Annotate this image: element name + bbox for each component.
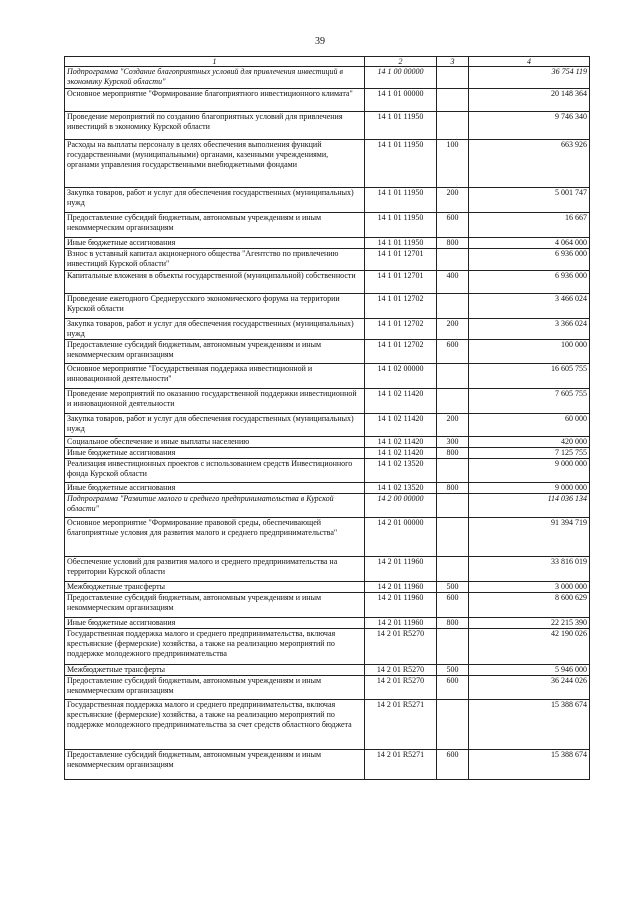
row-code-cell: 14 2 01 R5270 bbox=[365, 676, 437, 700]
row-amount-cell: 8 600 629 bbox=[469, 593, 590, 618]
row-name-cell: Взнос в уставный капитал акционерного общества "Агентство по привлечению инвестиций Курской области" bbox=[65, 249, 365, 271]
row-name-cell: Предоставление субсидий бюджетным, автономным учреждениям и иным некоммерческим организациям bbox=[65, 676, 365, 700]
table-row bbox=[65, 67, 590, 89]
row-code-cell: 14 1 01 12701 bbox=[365, 271, 437, 294]
row-type-cell bbox=[437, 364, 469, 389]
row-amount-cell: 9 000 000 bbox=[469, 459, 590, 483]
row-type-cell bbox=[437, 112, 469, 140]
row-type-cell bbox=[437, 459, 469, 483]
row-amount-cell: 3 466 024 bbox=[469, 294, 590, 319]
row-type-cell bbox=[437, 700, 469, 750]
row-amount-cell: 91 394 719 bbox=[469, 518, 590, 557]
row-code-cell: 14 2 01 R5270 bbox=[365, 629, 437, 665]
row-type-cell: 800 bbox=[437, 483, 469, 494]
row-type-cell: 600 bbox=[437, 340, 469, 364]
row-code-cell: 14 1 02 00000 bbox=[365, 364, 437, 389]
row-amount-cell: 663 926 bbox=[469, 140, 590, 188]
row-name-cell: Иные бюджетные ассигнования bbox=[65, 238, 365, 249]
row-code-cell: 14 2 01 00000 bbox=[365, 518, 437, 557]
row-amount-cell: 7 125 755 bbox=[469, 448, 590, 459]
table-row bbox=[65, 483, 590, 494]
table-row bbox=[65, 459, 590, 483]
row-name-cell: Закупка товаров, работ и услуг для обеспечения государственных (муниципальных) нужд bbox=[65, 188, 365, 213]
table-row bbox=[65, 213, 590, 238]
row-type-cell: 800 bbox=[437, 238, 469, 249]
row-name-cell: Межбюджетные трансферты bbox=[65, 665, 365, 676]
row-type-cell: 200 bbox=[437, 319, 469, 340]
page-number: 39 bbox=[315, 36, 325, 47]
table-row bbox=[65, 340, 590, 364]
row-type-cell bbox=[437, 89, 469, 112]
row-type-cell bbox=[437, 389, 469, 414]
row-code-cell: 14 2 00 00000 bbox=[365, 494, 437, 518]
header-row bbox=[65, 57, 590, 67]
row-amount-cell: 5 001 747 bbox=[469, 188, 590, 213]
table-row bbox=[65, 494, 590, 518]
row-name-cell: Предоставление субсидий бюджетным, автономным учреждениям и иным некоммерческим организациям bbox=[65, 340, 365, 364]
row-amount-cell: 42 190 026 bbox=[469, 629, 590, 665]
row-code-cell: 14 2 01 11960 bbox=[365, 557, 437, 582]
row-type-cell bbox=[437, 67, 469, 89]
row-name-cell: Социальное обеспечение и иные выплаты населению bbox=[65, 437, 365, 448]
table-row bbox=[65, 437, 590, 448]
table-row bbox=[65, 112, 590, 140]
row-amount-cell: 114 036 134 bbox=[469, 494, 590, 518]
row-code-cell: 14 2 01 11960 bbox=[365, 582, 437, 593]
row-type-cell bbox=[437, 249, 469, 271]
header-cell-2: 2 bbox=[365, 57, 437, 67]
row-type-cell: 600 bbox=[437, 750, 469, 780]
row-code-cell: 14 1 01 11950 bbox=[365, 213, 437, 238]
row-code-cell: 14 2 01 11960 bbox=[365, 593, 437, 618]
row-type-cell bbox=[437, 629, 469, 665]
row-amount-cell: 9 746 340 bbox=[469, 112, 590, 140]
row-name-cell: Проведение мероприятий по созданию благоприятных условий для привлечения инвестиций в экономику Курской области bbox=[65, 112, 365, 140]
table-row bbox=[65, 593, 590, 618]
row-name-cell: Основное мероприятие "Формирование благоприятного инвестиционного климата" bbox=[65, 89, 365, 112]
row-amount-cell: 33 816 019 bbox=[469, 557, 590, 582]
table-row bbox=[65, 700, 590, 750]
row-name-cell: Реализация инвестиционных проектов с использованием средств Инвестиционного фонда Курской области bbox=[65, 459, 365, 483]
row-code-cell: 14 1 02 11420 bbox=[365, 389, 437, 414]
table-row bbox=[65, 629, 590, 665]
row-type-cell bbox=[437, 294, 469, 319]
row-name-cell: Основное мероприятие "Государственная поддержка инвестиционной и инновационной деятельности" bbox=[65, 364, 365, 389]
row-code-cell: 14 1 00 00000 bbox=[365, 67, 437, 89]
row-code-cell: 14 2 01 11960 bbox=[365, 618, 437, 629]
table-row bbox=[65, 676, 590, 700]
row-amount-cell: 60 000 bbox=[469, 414, 590, 437]
row-name-cell: Иные бюджетные ассигнования bbox=[65, 618, 365, 629]
row-amount-cell: 7 605 755 bbox=[469, 389, 590, 414]
table-row bbox=[65, 319, 590, 340]
row-amount-cell: 22 215 390 bbox=[469, 618, 590, 629]
header-cell-1: 1 bbox=[65, 57, 365, 67]
row-type-cell: 600 bbox=[437, 593, 469, 618]
row-name-cell: Подпрограмма "Создание благоприятных условий для привлечения инвестиций в экономику Курской области" bbox=[65, 67, 365, 89]
row-type-cell: 500 bbox=[437, 665, 469, 676]
row-code-cell: 14 1 02 11420 bbox=[365, 448, 437, 459]
row-name-cell: Предоставление субсидий бюджетным, автономным учреждениям и иным некоммерческим организациям bbox=[65, 213, 365, 238]
row-code-cell: 14 1 01 11950 bbox=[365, 188, 437, 213]
row-type-cell: 200 bbox=[437, 414, 469, 437]
row-type-cell bbox=[437, 518, 469, 557]
row-type-cell bbox=[437, 494, 469, 518]
row-name-cell: Иные бюджетные ассигнования bbox=[65, 483, 365, 494]
row-name-cell: Предоставление субсидий бюджетным, автономным учреждениям и иным некоммерческим организациям bbox=[65, 750, 365, 780]
table-row bbox=[65, 750, 590, 780]
table-row bbox=[65, 618, 590, 629]
row-amount-cell: 20 148 364 bbox=[469, 89, 590, 112]
row-type-cell: 500 bbox=[437, 582, 469, 593]
table-row bbox=[65, 89, 590, 112]
row-amount-cell: 9 000 000 bbox=[469, 483, 590, 494]
table-row bbox=[65, 271, 590, 294]
row-code-cell: 14 1 02 13520 bbox=[365, 459, 437, 483]
budget-table bbox=[64, 56, 590, 780]
row-code-cell: 14 1 01 11950 bbox=[365, 140, 437, 188]
table-row bbox=[65, 249, 590, 271]
row-amount-cell: 5 946 000 bbox=[469, 665, 590, 676]
row-code-cell: 14 1 02 11420 bbox=[365, 437, 437, 448]
row-amount-cell: 15 388 674 bbox=[469, 700, 590, 750]
row-name-cell: Обеспечение условий для развития малого и среднего предпринимательства на территории Курской области bbox=[65, 557, 365, 582]
row-amount-cell: 16 605 755 bbox=[469, 364, 590, 389]
row-code-cell: 14 2 01 R5271 bbox=[365, 750, 437, 780]
table-row bbox=[65, 448, 590, 459]
row-code-cell: 14 1 02 11420 bbox=[365, 414, 437, 437]
row-amount-cell: 6 936 000 bbox=[469, 271, 590, 294]
row-amount-cell: 15 388 674 bbox=[469, 750, 590, 780]
row-code-cell: 14 1 01 12702 bbox=[365, 319, 437, 340]
table-row bbox=[65, 238, 590, 249]
row-amount-cell: 3 366 024 bbox=[469, 319, 590, 340]
row-code-cell: 14 1 01 11950 bbox=[365, 238, 437, 249]
row-code-cell: 14 1 01 12702 bbox=[365, 340, 437, 364]
row-amount-cell: 4 064 000 bbox=[469, 238, 590, 249]
row-name-cell: Государственная поддержка малого и среднего предпринимательства, включая крестьянские (фермерские) хозяйства, а также на реализацию мероприятий по поддержке молодежного предпринимательства bbox=[65, 629, 365, 665]
row-amount-cell: 16 667 bbox=[469, 213, 590, 238]
row-amount-cell: 3 000 000 bbox=[469, 582, 590, 593]
row-name-cell: Закупка товаров, работ и услуг для обеспечения государственных (муниципальных) нужд bbox=[65, 414, 365, 437]
table-row bbox=[65, 294, 590, 319]
row-code-cell: 14 2 01 R5270 bbox=[365, 665, 437, 676]
row-name-cell: Предоставление субсидий бюджетным, автономным учреждениям и иным некоммерческим организациям bbox=[65, 593, 365, 618]
row-name-cell: Проведение ежегодного Среднерусского экономического форума на территории Курской области bbox=[65, 294, 365, 319]
row-type-cell bbox=[437, 557, 469, 582]
row-amount-cell: 36 754 119 bbox=[469, 67, 590, 89]
row-type-cell: 800 bbox=[437, 448, 469, 459]
row-name-cell: Проведение мероприятий по оказанию государственной поддержки инвестиционной и инновационной деятельности bbox=[65, 389, 365, 414]
row-type-cell: 300 bbox=[437, 437, 469, 448]
row-amount-cell: 100 000 bbox=[469, 340, 590, 364]
table-row bbox=[65, 557, 590, 582]
header-cell-3: 3 bbox=[437, 57, 469, 67]
row-name-cell: Расходы на выплаты персоналу в целях обеспечения выполнения функций государственными (муниципальными) органами, казенными учреждениями, органами управления государственными внебюджетными фондами bbox=[65, 140, 365, 188]
row-type-cell: 400 bbox=[437, 271, 469, 294]
row-type-cell: 200 bbox=[437, 188, 469, 213]
row-code-cell: 14 1 01 12702 bbox=[365, 294, 437, 319]
row-type-cell: 800 bbox=[437, 618, 469, 629]
row-name-cell: Межбюджетные трансферты bbox=[65, 582, 365, 593]
row-name-cell: Закупка товаров, работ и услуг для обеспечения государственных (муниципальных) нужд bbox=[65, 319, 365, 340]
table-row bbox=[65, 140, 590, 188]
table-row bbox=[65, 389, 590, 414]
table-row bbox=[65, 414, 590, 437]
row-code-cell: 14 1 02 13520 bbox=[365, 483, 437, 494]
row-type-cell: 600 bbox=[437, 676, 469, 700]
row-code-cell: 14 2 01 R5271 bbox=[365, 700, 437, 750]
header-cell-4: 4 bbox=[469, 57, 590, 67]
row-name-cell: Капитальные вложения в объекты государственной (муниципальной) собственности bbox=[65, 271, 365, 294]
table-row bbox=[65, 665, 590, 676]
row-code-cell: 14 1 01 12701 bbox=[365, 249, 437, 271]
row-type-cell: 600 bbox=[437, 213, 469, 238]
row-amount-cell: 6 936 000 bbox=[469, 249, 590, 271]
row-amount-cell: 36 244 026 bbox=[469, 676, 590, 700]
row-type-cell: 100 bbox=[437, 140, 469, 188]
row-name-cell: Государственная поддержка малого и среднего предпринимательства, включая крестьянские (фермерские) хозяйства, а также на реализацию мероприятий по поддержке молодежного предпринимательства за счет средств областного бюджета bbox=[65, 700, 365, 750]
row-name-cell: Подпрограмма "Развитие малого и среднего предпринимательства в Курской области" bbox=[65, 494, 365, 518]
row-code-cell: 14 1 01 11950 bbox=[365, 112, 437, 140]
row-name-cell: Иные бюджетные ассигнования bbox=[65, 448, 365, 459]
table-row bbox=[65, 518, 590, 557]
row-name-cell: Основное мероприятие "Формирование правовой среды, обеспечивающей благоприятные условия для развития малого и среднего предпринимательства" bbox=[65, 518, 365, 557]
table-row bbox=[65, 364, 590, 389]
table-row bbox=[65, 582, 590, 593]
row-code-cell: 14 1 01 00000 bbox=[365, 89, 437, 112]
table-row bbox=[65, 188, 590, 213]
row-amount-cell: 420 000 bbox=[469, 437, 590, 448]
